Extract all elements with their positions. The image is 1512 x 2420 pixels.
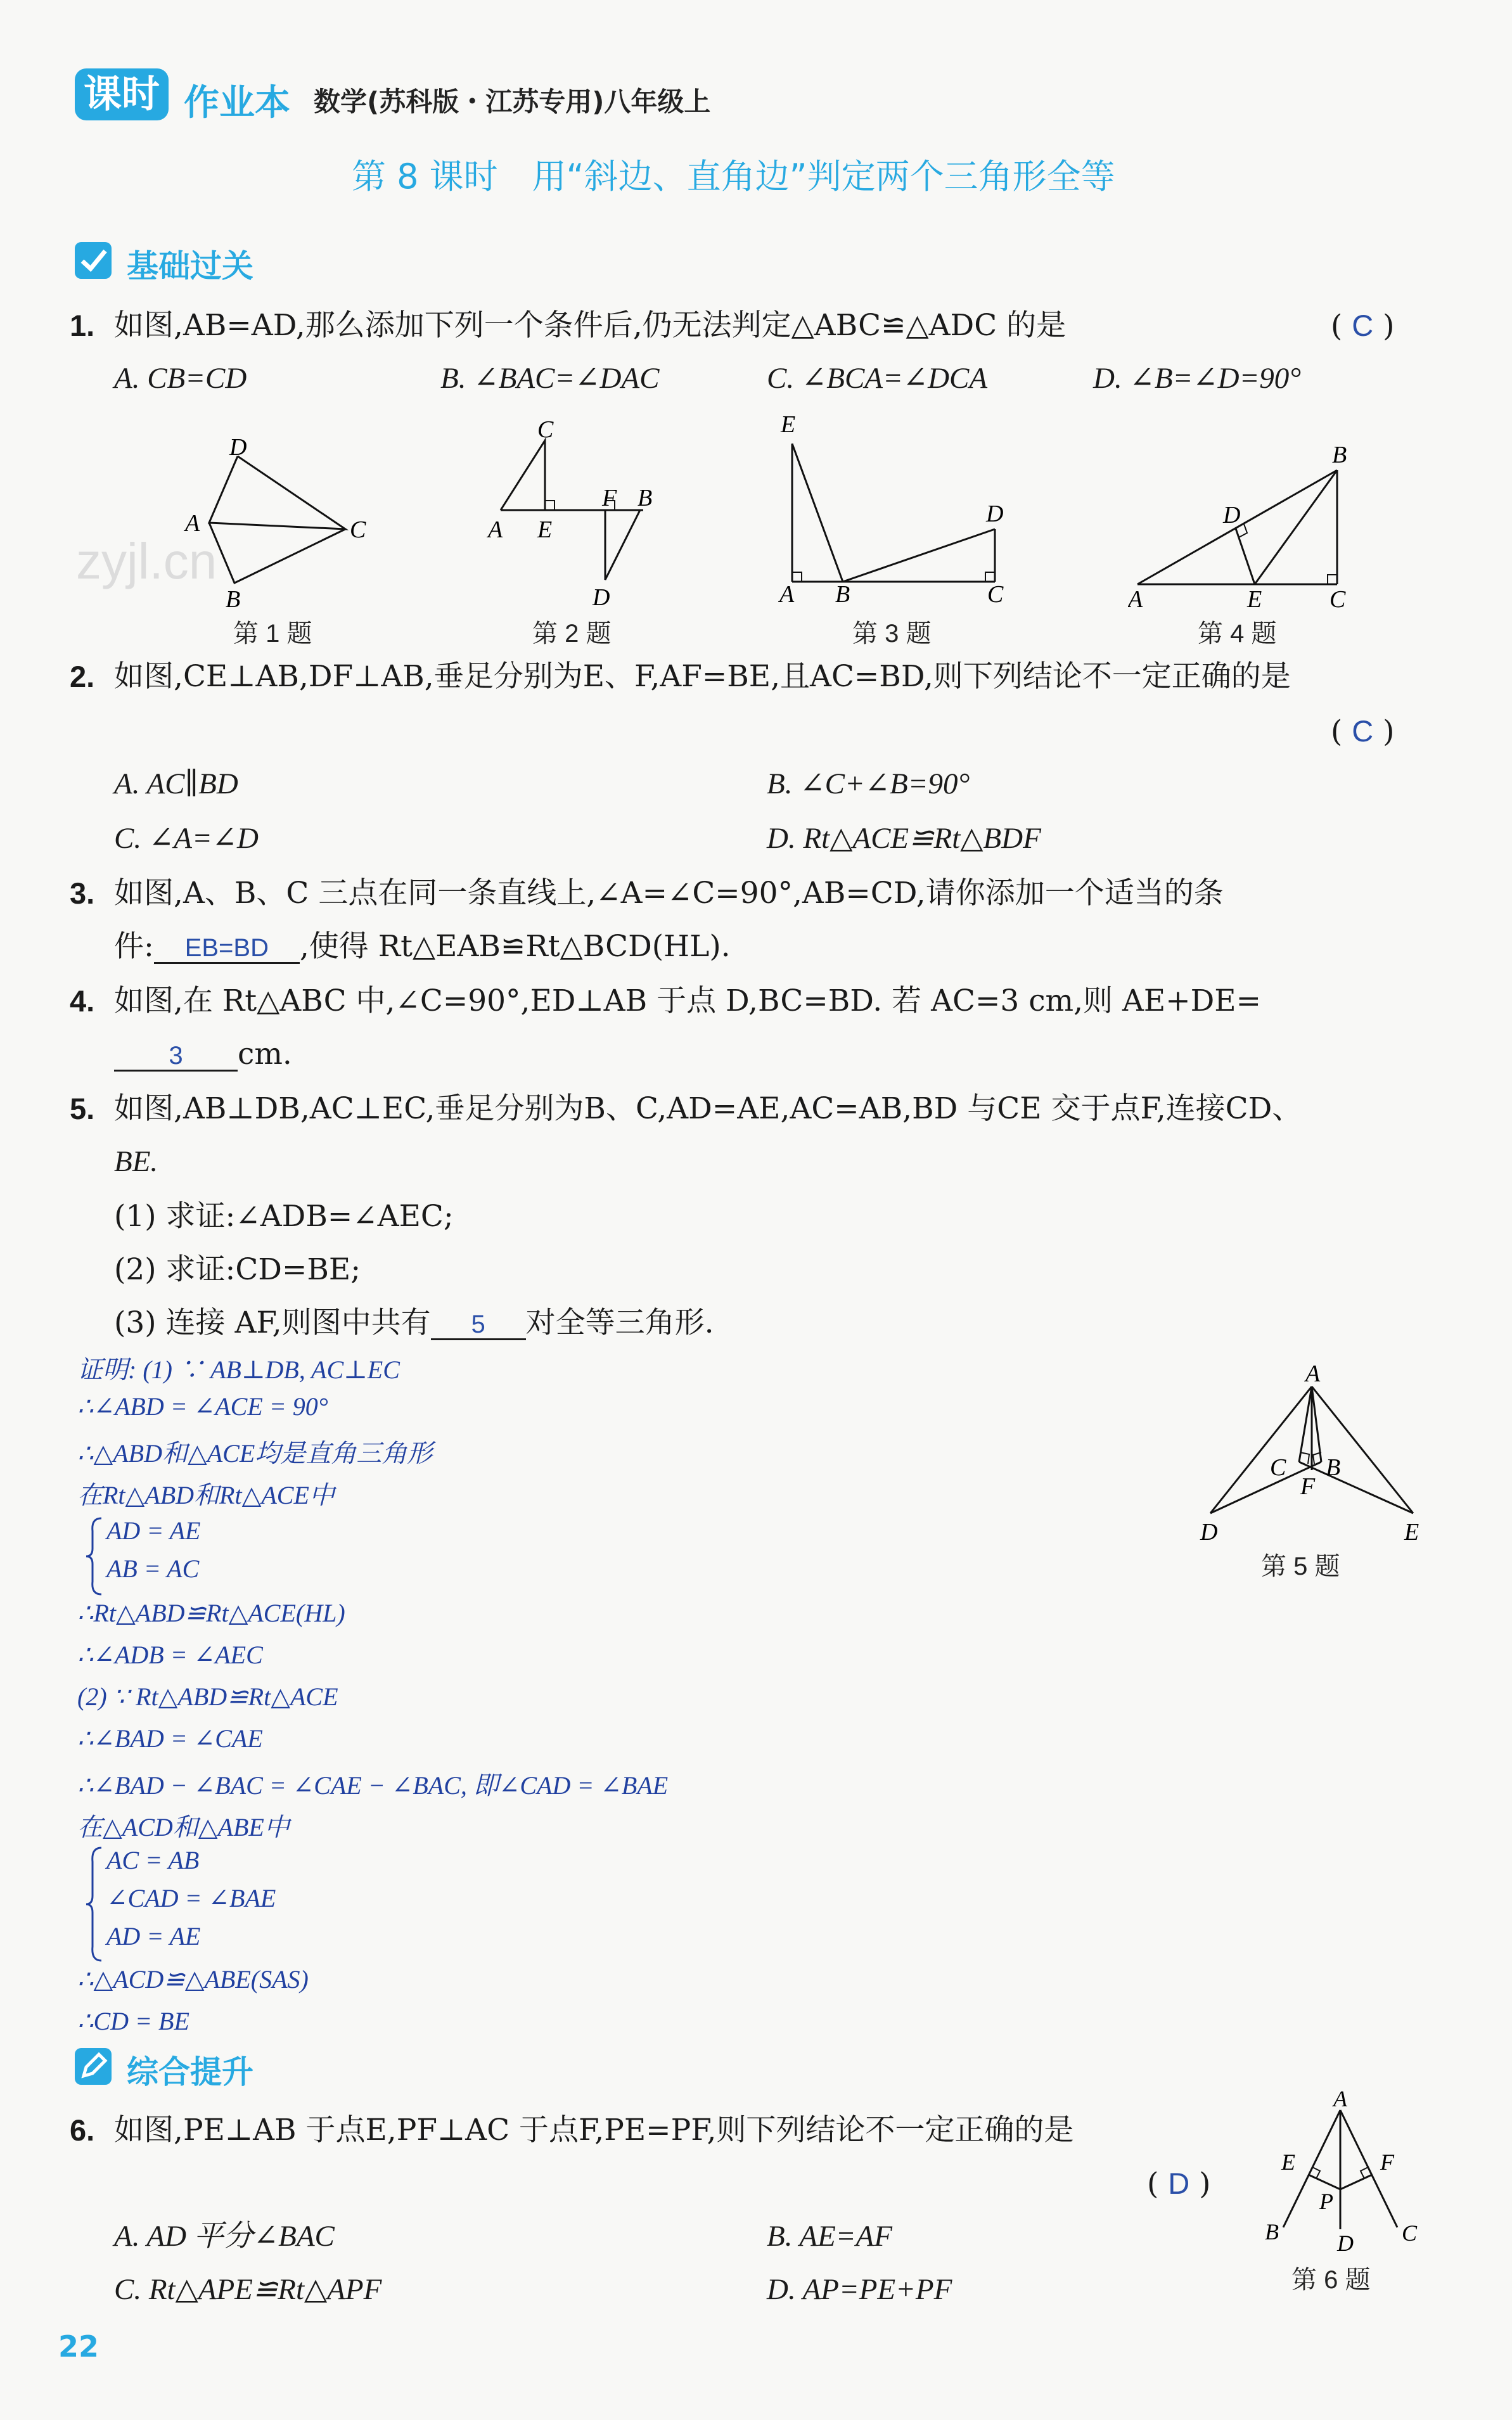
q6-stem: 如图,PE⊥AB 于点E,PF⊥AC 于点F,PE=PF,则下列结论不一定正确的是 [114,2113,1074,2148]
q6-option-b: B. AE=AF [767,2220,892,2253]
fig4-label-b: B [1332,442,1347,468]
fig1-label-c: C [350,516,366,543]
q1-number: 1. [70,309,95,342]
q5-sub3-post: 对全等三角形. [525,1305,714,1340]
q2-option-a: A. AC∥BD [114,767,238,800]
q2-number: 2. [70,660,95,693]
fig5-label-f: F [1300,1473,1316,1500]
proof-line: ∴∠ADB = ∠AEC [77,1641,263,1669]
q3-blank-answer: EB=BD [154,934,300,964]
q3-line1: 如图,A、B、C 三点在同一条直线上,∠A=∠C=90°,AB=CD,请你添加一个适当的条 [114,876,1224,911]
q1-stem: 如图,AB=AD,那么添加下列一个条件后,仍无法判定△ABC≌△ADC 的是 [114,308,1067,343]
proof-line: (2) ∵ Rt△ABD≌Rt△ACE [77,1682,338,1711]
section-basic-title: 基础过关 [127,248,253,285]
proof-brace-2 [84,1845,105,1963]
fig2-label-d: D [593,584,610,611]
fig3-label-a: A [779,581,795,608]
proof-line: ∴Rt△ABD≌Rt△ACE(HL) [77,1599,345,1627]
proof-line: 证明: (1) ∵ AB⊥DB, AC⊥EC [77,1355,400,1384]
proof-line: AD = AE [106,1516,201,1545]
fig1-label-d: D [229,437,247,461]
fig2-label-c: C [537,416,554,443]
q6-number: 6. [70,2113,95,2147]
fig2-label-f: F [602,485,617,511]
watermark: zyjl.cn [76,533,217,589]
page-number: 22 [58,2329,99,2364]
series-name: 作业本 [184,82,290,124]
figure-5 [1191,1356,1432,1553]
q3-line2 [114,930,731,964]
fig6-label-p: P [1319,2189,1333,2214]
q6-answer: D [1168,2167,1190,2200]
fig5-label-d: D [1200,1519,1218,1546]
q5-number: 5. [70,1092,95,1125]
q1-option-d: D. ∠B=∠D=90° [1093,362,1302,395]
q4-line2 [114,1038,292,1072]
q4-unit: cm. [238,1037,292,1072]
q4-number: 4. [70,984,95,1018]
fig3-label-d: D [986,501,1004,527]
proof-line: ∴∠BAD = ∠CAE [77,1724,263,1753]
figure-6 [1255,2085,1432,2262]
figure-1 [177,437,380,615]
q2-answer: C [1352,714,1374,748]
q4-blank-answer: 3 [114,1042,238,1072]
lesson-title: 第 8 课时 用“斜边、直角边”判定两个三角形全等 [352,157,1115,196]
q1-option-a: A. CB=CD [114,362,247,395]
proof-line: ∴∠BAD − ∠BAC = ∠CAE − ∠BAC, 即∠CAD = ∠BAE [77,1771,669,1800]
fig6-label-e: E [1281,2149,1295,2175]
figure-4 [1128,437,1369,615]
fig2-label-b: B [637,485,653,511]
fig1-caption: 第 1 题 [233,620,312,648]
q5-sub2: (2) 求证:CD=BE; [114,1252,361,1287]
q2-answer-paren: ( C ) [1331,714,1395,749]
q6-option-a: A. AD 平分∠BAC [114,2220,335,2253]
proof-line: AC = AB [106,1846,200,1874]
fig3-label-b: B [835,581,850,608]
proof-line: ∠CAD = ∠BAE [106,1884,276,1912]
proof-line: AB = AC [106,1554,200,1583]
q5-blank-answer: 5 [431,1310,526,1340]
q1-option-c: C. ∠BCA=∠DCA [767,362,988,395]
proof-line: ∴CD = BE [77,2007,189,2035]
checkbox-icon [75,242,112,279]
fig4-label-c: C [1329,586,1346,613]
q3-number: 3. [70,876,95,910]
fig3-label-e: E [781,411,796,438]
fig6-caption: 第 6 题 [1291,2266,1371,2294]
fig2-label-a: A [488,516,503,543]
fig6-label-c: C [1402,2220,1418,2246]
fig6-label-b: B [1265,2219,1279,2244]
fig1-label-b: B [226,586,241,613]
series-logo: 课时 [75,68,169,120]
fig5-caption: 第 5 题 [1261,1553,1340,1580]
q5-line2: BE. [114,1145,158,1178]
section-advanced-title: 综合提升 [127,2054,253,2090]
fig2-caption: 第 2 题 [532,620,612,648]
fig6-label-a: A [1333,2086,1347,2111]
q6-option-c: C. Rt△APE≌Rt△APF [114,2273,382,2306]
q2-option-c: C. ∠A=∠D [114,822,259,855]
subject-label: 数学(苏科版・江苏专用)八年级上 [314,86,711,117]
fig5-label-b: B [1326,1454,1341,1481]
q5-sub3 [114,1307,714,1340]
proof-line: ∴△ACD≌△ABE(SAS) [77,1965,309,1994]
q5-line1: 如图,AB⊥DB,AC⊥EC,垂足分别为B、C,AD=AE,AC=AB,BD 与CE 交于点F,连接CD、 [114,1091,1302,1126]
q4-line1: 如图,在 Rt△ABC 中,∠C=90°,ED⊥AB 于点 D,BC=BD. 若 AC=3 cm,则 AE+DE= [114,983,1261,1018]
proof-line: 在Rt△ABD和Rt△ACE中 [77,1481,335,1509]
fig2-label-e: E [537,516,553,543]
q3-line2-pre: 件: [114,929,154,964]
q1-option-b: B. ∠BAC=∠DAC [440,362,660,395]
fig6-label-d: D [1337,2231,1354,2256]
proof-line: ∴∠ABD = ∠ACE = 90° [77,1392,328,1421]
q2-option-d: D. Rt△ACE≌Rt△BDF [767,822,1041,855]
fig1-label-a: A [185,510,200,537]
fig4-label-e: E [1247,586,1262,613]
q2-option-b: B. ∠C+∠B=90° [767,767,970,800]
pencil-icon [75,2048,112,2085]
fig6-label-f: F [1380,2149,1394,2175]
q1-answer-paren: ( C ) [1331,309,1395,343]
figure-3 [773,406,1027,608]
fig3-caption: 第 3 题 [852,620,932,648]
q1-answer: C [1352,309,1374,342]
proof-brace-1 [84,1516,105,1597]
q6-option-d: D. AP=PE+PF [767,2273,952,2306]
fig5-label-c: C [1270,1454,1286,1481]
proof-line: AD = AE [106,1922,201,1950]
q2-stem: 如图,CE⊥AB,DF⊥AB,垂足分别为E、F,AF=BE,且AC=BD,则下列结论不一定正确的是 [114,659,1291,694]
fig4-label-a: A [1128,586,1143,613]
q3-line2-post: ,使得 Rt△EAB≌Rt△BCD(HL). [299,929,731,964]
fig5-label-e: E [1404,1519,1419,1546]
figure-2 [482,412,684,615]
fig4-label-d: D [1223,502,1241,528]
proof-line: ∴△ABD和△ACE均是直角三角形 [77,1439,433,1468]
fig4-caption: 第 4 题 [1198,620,1277,648]
q5-sub1: (1) 求证:∠ADB=∠AEC; [114,1199,454,1234]
q6-answer-paren: ( D ) [1147,2167,1211,2201]
proof-line: 在△ACD和△ABE中 [77,1813,290,1841]
fig5-label-a: A [1305,1360,1321,1387]
fig3-label-c: C [987,581,1004,608]
q5-sub3-pre: (3) 连接 AF,则图中共有 [114,1305,431,1340]
